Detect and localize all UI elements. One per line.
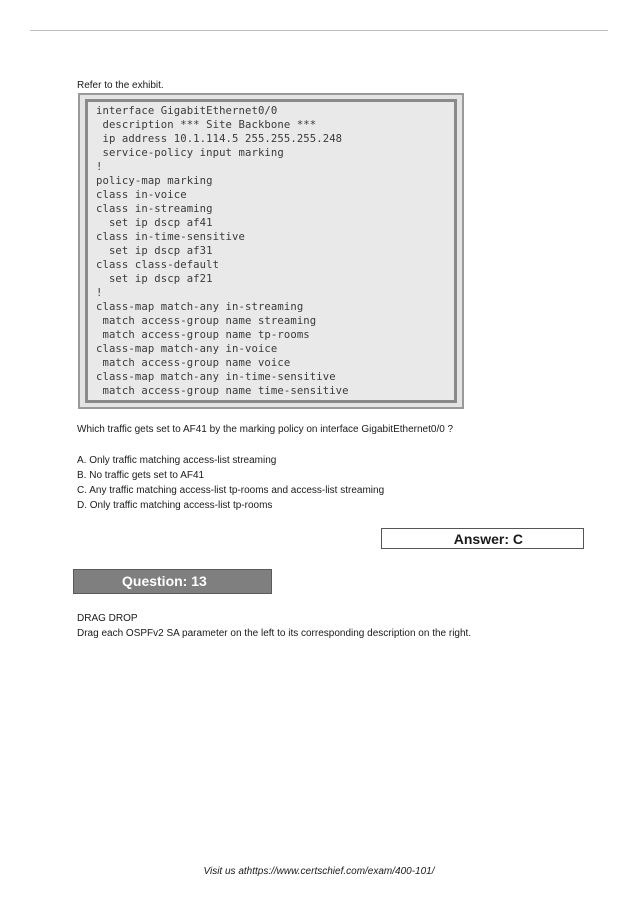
exhibit-code-panel <box>85 99 457 403</box>
exhibit-image <box>78 93 464 409</box>
code-line: set ip dscp af31 <box>96 245 213 257</box>
code-line: class-map match-any in-voice <box>96 343 278 355</box>
question-number-banner <box>73 569 272 594</box>
drag-drop-instruction: Drag each OSPFv2 SA parameter on the left to its corresponding description on the right. <box>77 628 472 639</box>
code-line: class-map match-any in-time-sensitive <box>96 371 336 383</box>
option-a: A. Only traffic matching access-list streaming <box>77 455 277 466</box>
code-line: interface GigabitEthernet0/0 <box>96 105 278 117</box>
question-text: Which traffic gets set to AF41 by the marking policy on interface GigabitEthernet0/0 ? <box>77 424 454 435</box>
code-line: set ip dscp af21 <box>96 273 213 285</box>
answer-label: Answer: C <box>453 531 523 547</box>
code-line: match access-group name tp-rooms <box>96 329 310 341</box>
code-line: policy-map marking <box>96 175 213 187</box>
drag-drop-title: DRAG DROP <box>77 613 138 624</box>
question-number-label: Question: 13 <box>122 573 207 589</box>
exhibit-prompt: Refer to the exhibit. <box>77 80 164 91</box>
option-d: D. Only traffic matching access-list tp-rooms <box>77 500 273 511</box>
code-line: service-policy input marking <box>96 147 284 159</box>
option-c: C. Any traffic matching access-list tp-rooms and access-list streaming <box>77 485 385 496</box>
top-divider <box>30 30 608 31</box>
code-line: ! <box>96 161 103 173</box>
code-line: class-map match-any in-streaming <box>96 301 304 313</box>
code-line: match access-group name streaming <box>96 315 317 327</box>
code-line: class in-time-sensitive <box>96 231 245 243</box>
code-line: match access-group name voice <box>96 357 291 369</box>
code-line: class in-streaming <box>96 203 213 215</box>
footer-link[interactable]: Visit us athttps://www.certschief.com/exam/400-101/ <box>203 866 435 877</box>
code-line: class class-default <box>96 259 220 271</box>
code-line: ip address 10.1.114.5 255.255.255.248 <box>96 133 343 145</box>
code-line: ! <box>96 287 103 299</box>
code-line: set ip dscp af41 <box>96 217 213 229</box>
code-line: match access-group name time-sensitive <box>96 385 349 397</box>
code-line: class in-voice <box>96 189 187 201</box>
answer-box <box>381 528 584 549</box>
option-b: B. No traffic gets set to AF41 <box>77 470 205 481</box>
code-line: description *** Site Backbone *** <box>96 119 317 131</box>
